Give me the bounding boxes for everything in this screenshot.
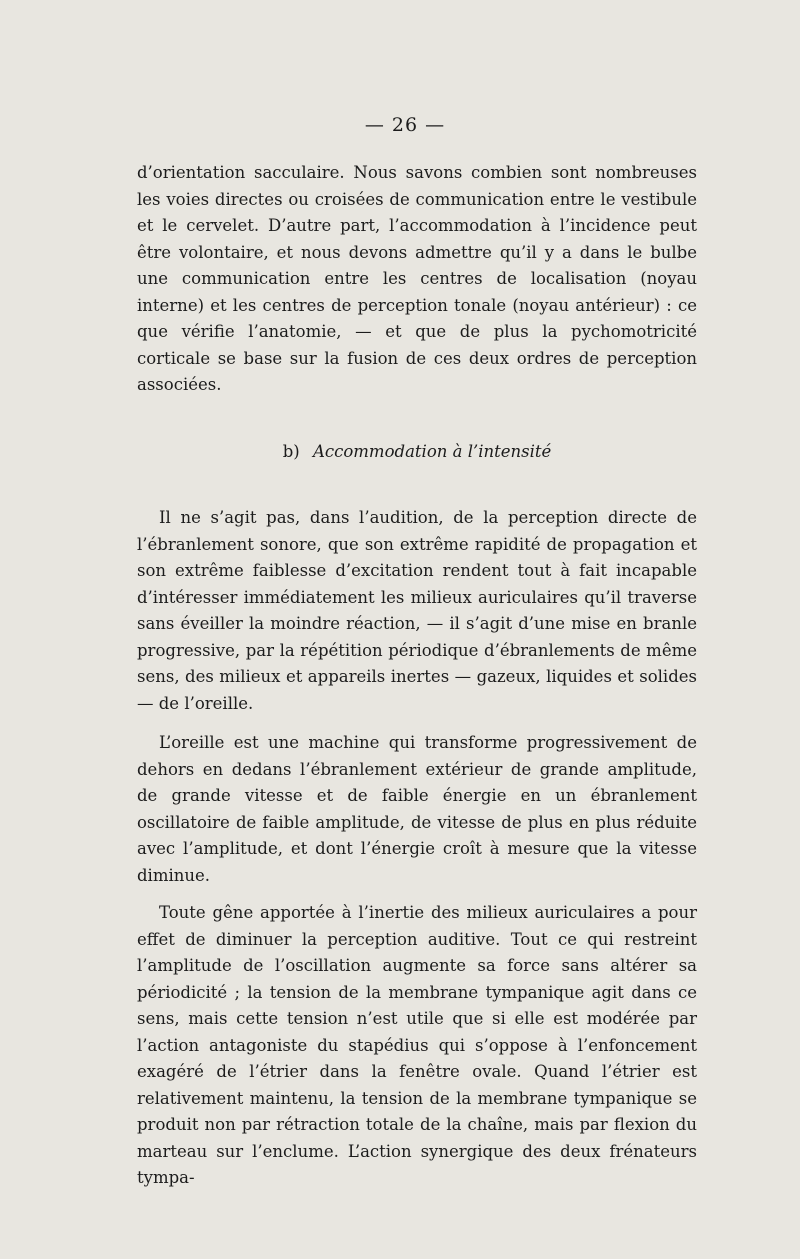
paragraph-1-block [137,505,697,717]
paragraph-2-block [137,730,697,889]
page-number: — 26 — [364,114,446,136]
paragraph-1: Il ne s’agit pas, dans l’audition, de la perception directe de l’ébranlement sonore, que son extrême rapidité de propagation et son extrême faiblesse d’excitation rendent tout à fait incapable d’intéresser immédiatement les milieux auriculaires qu’il traverse sans éveiller la moindre réaction, — il s’agit d’une mise en branle progressive, par la répétition périodique d’ébranlements de même sens, des milieux et appareils inertes — gazeux, liquides et solides — de l’oreille. [137,508,697,713]
intro-paragraph-block [137,160,697,399]
section-heading [137,439,697,465]
paragraph-3-block [137,900,697,1192]
paragraph-3: Toute gêne apportée à l’inertie des milieux auriculaires a pour effet de diminuer la perception auditive. Tout ce qui restreint l’amplitude de l’oscillation augmente sa force sans altérer sa périodicité ; la tension de la membrane tympanique agit dans ce sens, mais cette tension n’est utile que si elle est modérée par l’action antagoniste du stapédius qui s’oppose à l’enfoncement exagéré de l’étrier dans la fenêtre ovale. Quand l’étrier est relativement maintenu, la tension de la membrane tympanique se produit non par rétraction totale de la chaîne, mais par flexion du marteau sur l’enclume. L’action synergique des deux frénateurs tympa- [137,903,697,1187]
paragraph-2: L’oreille est une machine qui transforme progressivement de dehors en dedans l’ébranlement extérieur de grande amplitude, de grande vitesse et de faible énergie en un ébranlement oscillatoire de faible amplitude, de vitesse de plus en plus réduite avec l’amplitude, et dont l’énergie croît à mesure que la vitesse diminue. [137,733,697,885]
section-heading-label: b) [282,442,300,461]
section-heading-title: Accommodation à l’intensité [312,442,552,461]
intro-paragraph: d’orientation sacculaire. Nous savons combien sont nombreuses les voies directes ou croisées de communication entre le vestibule et le cervelet. D’autre part, l’accommodation à l’incidence peut être volontaire, et nous devons admettre qu’il y a dans le bulbe une communication entre les centres de localisation (noyau interne) et les centres de perception tonale (noyau antérieur) : ce que vérifie l’anatomie, — et que de plus la pychomotricité corticale se base sur la fusion de ces deux ordres de perception associées. [137,163,697,394]
